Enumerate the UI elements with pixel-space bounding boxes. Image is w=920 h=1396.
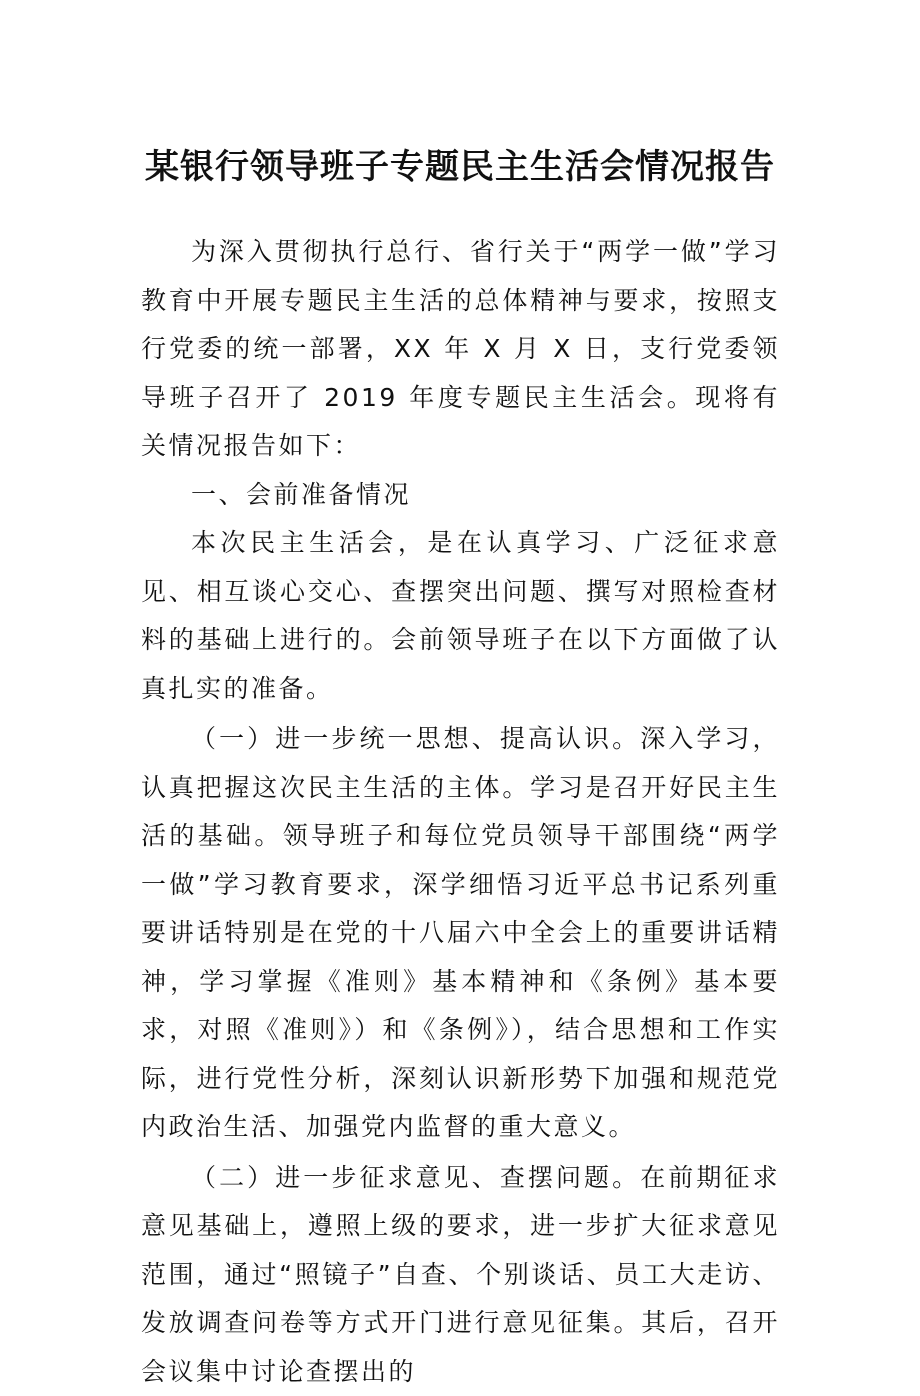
section-heading-preparation: 一、会前准备情况	[141, 471, 780, 520]
paragraph-unify-thinking: （一）进一步统一思想、提高认识。深入学习，认真把握这次民主生活的主体。学习是召开好民主生活的基础。领导班子和每位党员领导干部围绕“两学一做”学习教育要求，深学细悟习近平总书记系列重要讲话特别是在党的十八届六中全会上的重要讲话精神，学习掌握《准则》基本精神和《条例》基本要求，对照《准则》）和《条例》），结合思想和工作实际，进行党性分析，深刻认识新形势下加强和规范党内政治生活、加强党内监督的重大意义。	[141, 715, 780, 1152]
paragraph-intro: 为深入贯彻执行总行、省行关于“两学一做”学习教育中开展专题民主生活的总体精神与要求，按照支行党委的统一部署，XX 年 X 月 X 日，支行党委领导班子召开了 2019 年度专题民主生活会。现将有关情况报告如下：	[141, 228, 780, 471]
document-title: 某银行领导班子专题民主生活会情况报告	[0, 143, 920, 191]
paragraph-preparation-overview: 本次民主生活会，是在认真学习、广泛征求意见、相互谈心交心、查摆突出问题、撰写对照检查材料的基础上进行的。会前领导班子在以下方面做了认真扎实的准备。	[141, 519, 780, 713]
document-body	[141, 228, 780, 1396]
paragraph-solicit-opinions: （二）进一步征求意见、查摆问题。在前期征求意见基础上，遵照上级的要求，进一步扩大征求意见范围，通过“照镜子”自查、个别谈话、员工大走访、发放调查问卷等方式开门进行意见征集。其后，召开会议集中讨论查摆出的	[141, 1154, 780, 1396]
